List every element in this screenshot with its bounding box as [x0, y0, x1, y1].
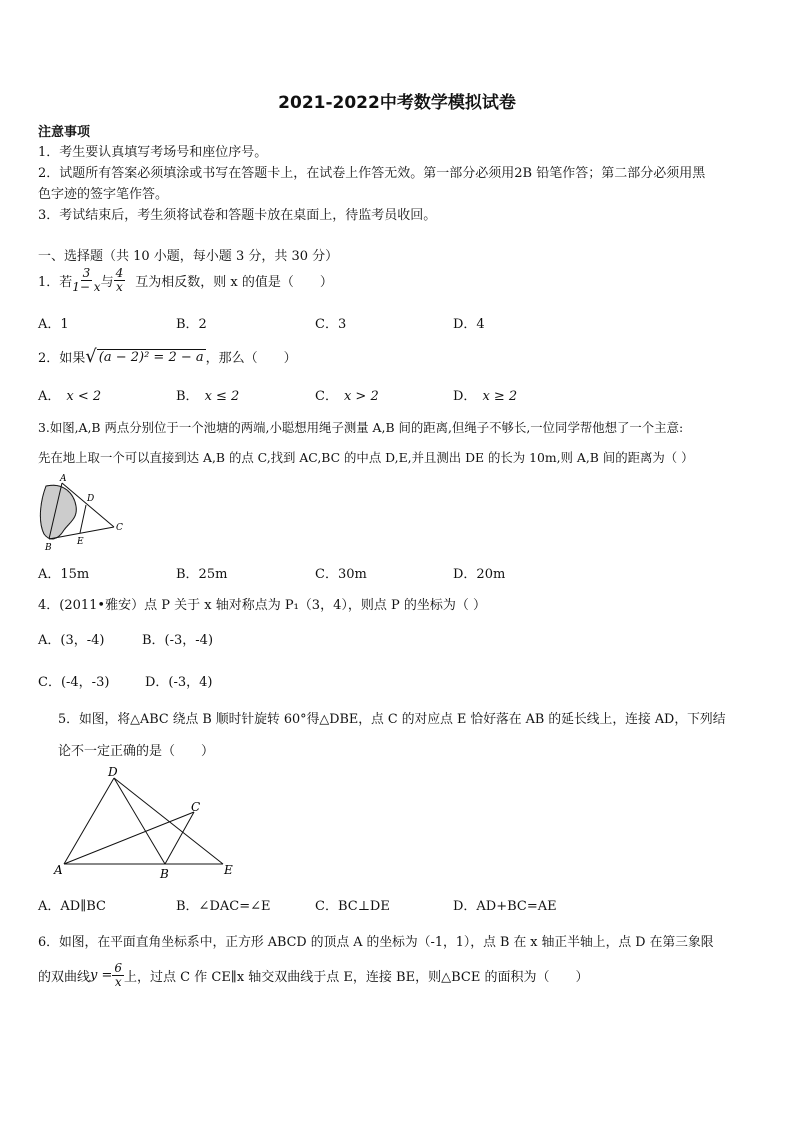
q3-pond-figure	[36, 472, 128, 554]
note-item: 1．考生要认真填写考场号和座位序号。	[38, 145, 268, 160]
note-item: 2．试题所有答案必须填涂或书写在答题卡上，在试卷上作答无效。第一部分必须用2B 铅笔作答；第二部分必须用黑	[38, 166, 706, 181]
q3-option-b[interactable]: B．25m	[176, 567, 228, 582]
q2-option-d[interactable]	[453, 385, 517, 404]
q1-option-b[interactable]: B．2	[176, 317, 207, 332]
fig-label: B	[160, 867, 169, 881]
q2-option-math: x ≥ 2	[482, 389, 518, 404]
q2-prefix: 2．如果	[38, 351, 86, 366]
q2-option-c[interactable]	[315, 385, 379, 404]
q1-fraction-1	[72, 267, 100, 294]
q2-option-label: B．	[176, 389, 199, 404]
q5-rotation-figure	[52, 764, 237, 881]
q1-frac1-numerator: 3	[82, 266, 91, 280]
notes-heading: 注意事项	[38, 125, 91, 140]
q1-mid: 与	[100, 275, 114, 290]
q1-option-d[interactable]: D．4	[453, 317, 485, 332]
q3-option-a[interactable]: A．15m	[38, 567, 90, 582]
fig-label: D	[87, 494, 95, 504]
q1-frac1-denominator: 1− x	[72, 280, 101, 294]
q2-option-math: x > 2	[343, 389, 379, 404]
q6-fraction	[112, 962, 124, 989]
q1-option-c[interactable]: C．3	[315, 317, 347, 332]
fig-label: C	[116, 523, 123, 533]
fig-label: E	[224, 863, 233, 877]
q6-y-equals: y =	[90, 968, 113, 983]
question-2	[38, 346, 297, 367]
q1-prefix: 1．若	[38, 275, 73, 290]
q2-suffix: ，那么（ ）	[205, 351, 297, 366]
q5-option-b[interactable]: B．∠DAC=∠E	[176, 899, 271, 914]
q2-option-label: A．	[38, 389, 61, 404]
q4-text: 4．(2011•雅安）点 P 关于 x 轴对称点为 P₁（3，4），则点 P 的坐标为（ ）	[38, 598, 486, 613]
q5-text-line-2: 论不一定正确的是（ ）	[58, 744, 215, 759]
q2-option-label: D．	[453, 389, 477, 404]
q2-option-label: C．	[315, 389, 338, 404]
q6-text-line-2	[38, 962, 588, 989]
radical-sign: √	[85, 346, 97, 367]
fig-label: E	[77, 537, 84, 547]
q6-line2-prefix: 的双曲线	[38, 970, 91, 985]
q6-line2-suffix: 上，过点 C 作 CE∥x 轴交双曲线于点 E，连接 BE，则△BCE 的面积为（ ）	[124, 970, 589, 985]
note-item: 色字迹的签字笔作答。	[38, 187, 169, 202]
q4-option-d[interactable]: D．(-3，4)	[145, 675, 213, 690]
q1-frac2-denominator: x	[116, 280, 123, 294]
q3-text-line-2: 先在地上取一个可以直接到达 A,B 的点 C,找到 AC,BC 的中点 D,E,并且测出 DE 的长为 10m,则 A,B 间的距离为（ ）	[38, 450, 694, 465]
q5-option-c[interactable]: C．BC⊥DE	[315, 899, 390, 914]
q1-suffix: 互为相反数，则 x 的值是（ ）	[135, 275, 333, 290]
q1-frac2-numerator: 4	[115, 266, 124, 280]
q3-option-c[interactable]: C．30m	[315, 567, 367, 582]
q5-text-line-1: 5．如图，将△ABC 绕点 B 顺时针旋转 60°得△DBE，点 C 的对应点 E 恰好落在 AB 的延长线上，连接 AD，下列结	[58, 712, 726, 727]
q4-option-c[interactable]: C．(-4，-3)	[38, 675, 110, 690]
section-heading: 一、选择题（共 10 小题，每小题 3 分，共 30 分）	[38, 249, 339, 264]
q4-option-a[interactable]: A．(3，-4)	[38, 633, 105, 648]
fig-label: D	[108, 765, 118, 779]
fig-label: A	[54, 863, 63, 877]
q6-frac-numerator: 6	[114, 961, 123, 975]
q2-option-math: x < 2	[66, 389, 102, 404]
q5-option-d[interactable]: D．AD+BC=AE	[453, 899, 557, 914]
q2-radicand: (a − 2)² = 2 − a	[98, 349, 204, 365]
q3-option-d[interactable]: D．20m	[453, 567, 506, 582]
fig-label: A	[60, 474, 67, 484]
q3-text-line-1: 3.如图,A,B 两点分别位于一个池塘的两端,小聪想用绳子测量 A,B 间的距离,但绳子不够长,一位同学帮他想了一个主意:	[38, 420, 684, 435]
fig-label: C	[191, 800, 201, 814]
note-item: 3．考试结束后，考生须将试卷和答题卡放在桌面上，待监考员收回。	[38, 208, 437, 223]
q4-option-b[interactable]: B．(-3，-4)	[142, 633, 214, 648]
q1-fraction-2	[114, 267, 126, 294]
q6-text-line-1: 6．如图，在平面直角坐标系中，正方形 ABCD 的顶点 A 的坐标为（-1，1），点 B 在 x 轴正半轴上，点 D 在第三象限	[38, 935, 714, 950]
question-1	[38, 267, 333, 294]
q2-option-math: x ≤ 2	[204, 389, 240, 404]
page-title: 2021-2022中考数学模拟试卷	[278, 93, 516, 113]
q2-option-b[interactable]	[176, 385, 239, 404]
q5-option-a[interactable]: A．AD∥BC	[38, 899, 106, 914]
q2-option-a[interactable]	[38, 385, 101, 404]
q1-option-a[interactable]: A．1	[38, 317, 69, 332]
q6-frac-denominator: x	[114, 975, 122, 989]
fig-label: B	[45, 543, 52, 553]
